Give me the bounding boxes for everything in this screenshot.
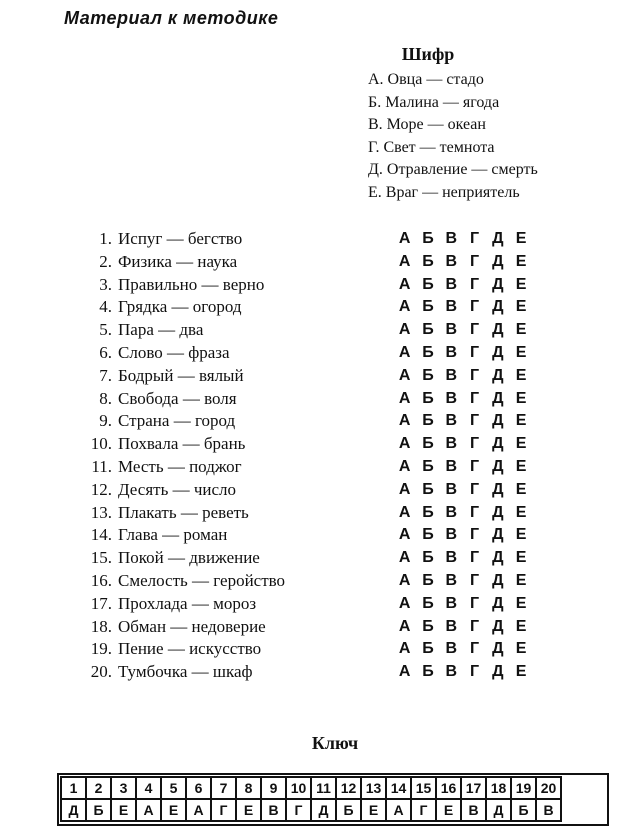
answer-option[interactable]: Б [422, 275, 434, 293]
answer-option[interactable]: В [445, 389, 458, 407]
cipher-line: Б. Малина — ягода [368, 93, 500, 111]
answer-option[interactable]: А [398, 435, 411, 453]
answer-option[interactable]: Б [422, 526, 434, 544]
answer-option[interactable]: Г [470, 503, 480, 521]
item-number: 8. [99, 388, 112, 408]
answer-options [393, 524, 533, 547]
key-number-cell: 13 [361, 777, 386, 799]
word-pair: Похвала — брань [118, 434, 246, 454]
list-item [86, 456, 566, 479]
item-number: 3. [99, 274, 112, 294]
answer-option[interactable]: Б [422, 252, 434, 270]
answer-option[interactable]: Д [492, 617, 504, 635]
answer-option[interactable]: Б [422, 640, 434, 658]
item-number: 1. [99, 229, 112, 248]
cipher-list [368, 69, 538, 205]
item-number: 9. [99, 411, 112, 431]
list-item [86, 319, 566, 342]
key-table [60, 776, 562, 822]
word-pair: Физика — наука [118, 251, 238, 271]
answer-option[interactable]: А [398, 594, 411, 612]
answer-option[interactable]: Д [492, 343, 504, 361]
word-pair: Грядка — огород [118, 297, 242, 317]
answer-option[interactable]: В [445, 321, 458, 339]
answer-option[interactable]: Г [470, 526, 480, 544]
answer-option[interactable]: Б [422, 594, 434, 612]
key-number-cell: 17 [461, 777, 486, 799]
answer-options [393, 342, 533, 365]
list-item [86, 251, 566, 274]
answer-option[interactable]: В [445, 594, 458, 612]
key-answer-cell: В [461, 799, 486, 821]
answer-option[interactable]: Е [515, 663, 527, 681]
key-number-cell: 10 [286, 777, 311, 799]
answer-options [393, 547, 533, 570]
answer-option[interactable]: Г [470, 389, 480, 407]
word-pair: Прохлада — мороз [118, 593, 257, 613]
list-item [86, 524, 566, 547]
answer-option[interactable]: А [398, 571, 411, 589]
answer-option[interactable]: Е [515, 412, 527, 430]
list-item [86, 296, 566, 319]
key-answer-cell: Г [211, 799, 236, 821]
list-item [86, 593, 566, 616]
answer-option[interactable]: Г [470, 275, 480, 293]
answer-option[interactable]: В [445, 617, 458, 635]
answer-option[interactable]: Б [422, 343, 434, 361]
answer-options [393, 228, 533, 251]
answer-option[interactable]: Д [492, 389, 504, 407]
answer-option[interactable]: В [445, 298, 458, 316]
list-item [86, 616, 566, 639]
cipher-line: Е. Враг — неприятель [368, 183, 520, 201]
answer-option[interactable]: А [398, 366, 411, 384]
key-answer-cell: Е [161, 799, 186, 821]
answer-option[interactable]: Г [470, 617, 480, 635]
answer-option[interactable]: А [398, 503, 411, 521]
answer-option[interactable]: Е [515, 321, 527, 339]
list-item [86, 410, 566, 433]
answer-option[interactable]: Г [470, 298, 480, 316]
answer-option[interactable]: Д [492, 663, 504, 681]
key-number-cell: 4 [136, 777, 161, 799]
answer-option[interactable]: Г [470, 435, 480, 453]
list-item [86, 570, 566, 593]
key-answer-cell: Д [311, 799, 336, 821]
key-number-cell: 6 [186, 777, 211, 799]
answer-options [393, 502, 533, 525]
answer-option[interactable]: Г [470, 663, 480, 681]
answer-option[interactable]: Д [492, 412, 504, 430]
word-pair: Пара — два [118, 320, 204, 340]
answer-option[interactable]: В [445, 503, 458, 521]
answer-option[interactable]: Б [422, 503, 434, 521]
answer-option[interactable]: А [398, 480, 411, 498]
answer-option[interactable]: Б [422, 298, 434, 316]
answer-option[interactable]: Д [492, 298, 504, 316]
key-number-cell: 3 [111, 777, 136, 799]
key-answer-cell: В [536, 799, 561, 821]
answer-option[interactable]: Е [515, 549, 527, 567]
answer-option[interactable]: Е [515, 343, 527, 361]
list-item [86, 342, 566, 365]
word-pair: Бодрый — вялый [118, 365, 244, 385]
answer-options [393, 296, 533, 319]
item-number: 10. [90, 434, 112, 454]
page-header: Материал к методике [64, 8, 279, 28]
answer-option[interactable]: Д [492, 321, 504, 339]
answer-option[interactable]: Г [470, 594, 480, 612]
key-number-cell: 19 [511, 777, 536, 799]
answer-option[interactable]: Д [492, 571, 504, 589]
answer-options [393, 479, 533, 502]
answer-option[interactable]: А [398, 412, 411, 430]
word-pair: Испуг — бегство [118, 229, 243, 248]
answer-option[interactable]: Е [515, 435, 527, 453]
key-number-cell: 8 [236, 777, 261, 799]
key-answer-row [61, 799, 561, 821]
answer-options [393, 319, 533, 342]
answer-option[interactable]: Е [515, 389, 527, 407]
answer-option[interactable]: Д [492, 549, 504, 567]
list-item [86, 433, 566, 456]
answer-option[interactable]: Б [422, 435, 434, 453]
answer-option[interactable]: В [445, 435, 458, 453]
list-item [86, 228, 566, 251]
cipher-title: Шифр [401, 44, 455, 64]
answer-option[interactable]: Г [470, 640, 480, 658]
answer-option[interactable]: Д [492, 252, 504, 270]
answer-option[interactable]: В [445, 549, 458, 567]
word-pair: Смелость — геройство [118, 570, 286, 590]
word-pair: Плакать — реветь [118, 502, 249, 522]
answer-option[interactable]: А [398, 389, 411, 407]
list-item [86, 638, 566, 661]
key-number-cell: 1 [61, 777, 86, 799]
answer-option[interactable]: В [445, 230, 458, 247]
list-item [86, 365, 566, 388]
answer-option[interactable]: В [445, 366, 458, 384]
key-number-cell: 9 [261, 777, 286, 799]
answer-option[interactable]: Г [470, 230, 480, 247]
answer-option[interactable]: Д [492, 594, 504, 612]
word-pair: Покой — движение [118, 548, 260, 568]
answer-option[interactable]: Е [515, 252, 527, 270]
answer-option[interactable]: Е [515, 571, 527, 589]
item-number: 15. [90, 548, 112, 568]
key-answer-cell: Г [286, 799, 311, 821]
answer-option[interactable]: Г [470, 252, 480, 270]
key-answer-cell: Г [411, 799, 436, 821]
key-number-cell: 14 [386, 777, 411, 799]
answer-options [393, 251, 533, 274]
answer-option[interactable]: Е [515, 366, 527, 384]
key-number-cell: 5 [161, 777, 186, 799]
answer-option[interactable]: Д [492, 640, 504, 658]
answer-options [393, 388, 533, 411]
answer-option[interactable]: Б [422, 230, 434, 247]
answer-options [393, 410, 533, 433]
answer-options [393, 661, 533, 684]
key-title: Ключ [311, 733, 359, 753]
item-number: 17. [90, 593, 112, 613]
answer-option[interactable]: Е [515, 526, 527, 544]
answer-options [393, 365, 533, 388]
answer-option[interactable]: Б [422, 412, 434, 430]
answer-option[interactable]: Е [515, 457, 527, 475]
answer-option[interactable]: В [445, 571, 458, 589]
answer-option[interactable]: Д [492, 230, 504, 247]
word-pair: Десять — число [118, 479, 236, 499]
answer-options [393, 616, 533, 639]
answer-options [393, 570, 533, 593]
key-answer-cell: А [386, 799, 411, 821]
answer-option[interactable]: В [445, 457, 458, 475]
key-number-cell: 15 [411, 777, 436, 799]
item-number: 13. [90, 502, 112, 522]
key-answer-cell: Б [336, 799, 361, 821]
answer-option[interactable]: Б [422, 549, 434, 567]
item-number: 11. [91, 456, 112, 476]
item-number: 19. [90, 639, 112, 659]
cipher-line: Д. Отравление — смерть [368, 161, 538, 179]
cipher-block [368, 44, 538, 205]
word-pair: Страна — город [118, 411, 236, 431]
answer-option[interactable]: В [445, 640, 458, 658]
list-item [86, 479, 566, 502]
answer-options [393, 274, 533, 297]
key-answer-cell: Б [511, 799, 536, 821]
word-pair: Глава — роман [118, 525, 228, 545]
answer-option[interactable]: В [445, 412, 458, 430]
list-item [86, 502, 566, 525]
cipher-line: Г. Свет — темнота [368, 138, 495, 156]
answer-option[interactable]: В [445, 343, 458, 361]
word-pair: Свобода — воля [118, 388, 237, 408]
answer-option[interactable]: Е [515, 503, 527, 521]
answer-option[interactable]: А [398, 663, 411, 681]
answer-option[interactable]: В [445, 480, 458, 498]
answer-option[interactable]: Г [470, 366, 480, 384]
answer-option[interactable]: В [445, 526, 458, 544]
key-number-cell: 16 [436, 777, 461, 799]
item-number: 5. [99, 320, 112, 340]
answer-option[interactable]: А [398, 549, 411, 567]
answer-option[interactable]: Д [492, 480, 504, 498]
answer-option[interactable]: Е [515, 298, 527, 316]
answer-option[interactable]: А [398, 617, 411, 635]
word-pair: Тумбочка — шкаф [118, 662, 253, 682]
key-number-cell: 20 [536, 777, 561, 799]
key-answer-cell: А [136, 799, 161, 821]
answer-option[interactable]: В [445, 252, 458, 270]
answer-option[interactable]: Г [470, 412, 480, 430]
answer-option[interactable]: В [445, 275, 458, 293]
key-answer-cell: Б [86, 799, 111, 821]
answer-options [393, 638, 533, 661]
answer-option[interactable]: Б [422, 457, 434, 475]
key-answer-cell: Д [486, 799, 511, 821]
key-number-cell: 12 [336, 777, 361, 799]
answer-option[interactable]: Г [470, 480, 480, 498]
answer-option[interactable]: А [398, 526, 411, 544]
answer-option[interactable]: Б [422, 389, 434, 407]
item-number: 4. [99, 297, 112, 317]
answer-option[interactable]: А [398, 275, 411, 293]
answer-option[interactable]: Е [515, 640, 527, 658]
answer-option[interactable]: А [398, 230, 411, 247]
answer-option[interactable]: А [398, 298, 411, 316]
answer-option[interactable]: Д [492, 435, 504, 453]
key-answer-cell: Д [61, 799, 86, 821]
answer-option[interactable]: Г [470, 549, 480, 567]
answer-option[interactable]: Д [492, 457, 504, 475]
answer-option[interactable]: Е [515, 617, 527, 635]
answer-options [393, 456, 533, 479]
cipher-line: А. Овца — стадо [368, 71, 484, 88]
answer-option[interactable]: Б [422, 480, 434, 498]
answer-options [393, 593, 533, 616]
key-answer-cell: Е [111, 799, 136, 821]
key-answer-cell: Е [236, 799, 261, 821]
answer-option[interactable]: Е [515, 480, 527, 498]
answer-option[interactable]: Б [422, 321, 434, 339]
answer-option[interactable]: В [445, 663, 458, 681]
answer-option[interactable]: Б [422, 366, 434, 384]
item-number: 6. [99, 342, 112, 362]
word-pair: Правильно — верно [118, 274, 265, 294]
key-number-row [61, 777, 561, 799]
cipher-line: В. Море — океан [368, 116, 486, 134]
item-number: 12. [90, 479, 112, 499]
item-number: 16. [90, 570, 112, 590]
key-number-cell: 11 [311, 777, 336, 799]
answer-option[interactable]: Д [492, 366, 504, 384]
list-item [86, 547, 566, 570]
item-number: 7. [99, 365, 112, 385]
answer-option[interactable]: Е [515, 275, 527, 293]
word-pair: Обман — недоверие [118, 616, 266, 636]
answer-option[interactable]: А [398, 457, 411, 475]
word-pair: Слово — фраза [118, 342, 230, 362]
answer-option[interactable]: Д [492, 503, 504, 521]
answer-option[interactable]: Д [492, 275, 504, 293]
answer-option[interactable]: А [398, 640, 411, 658]
answer-option[interactable]: Д [492, 526, 504, 544]
key-answer-cell: Е [436, 799, 461, 821]
item-number: 18. [90, 616, 112, 636]
item-number: 20. [90, 662, 112, 682]
key-answer-cell: Е [361, 799, 386, 821]
word-pair: Месть — поджог [118, 456, 242, 476]
key-answer-cell: В [261, 799, 286, 821]
answer-option[interactable]: Г [470, 457, 480, 475]
list-item [86, 661, 566, 684]
answer-option[interactable]: А [398, 321, 411, 339]
answer-option[interactable]: Б [422, 663, 434, 681]
word-pair-list [86, 228, 566, 684]
key-number-cell: 7 [211, 777, 236, 799]
word-pair: Пение — искусство [118, 639, 262, 659]
item-number: 2. [99, 251, 112, 271]
key-number-cell: 2 [86, 777, 111, 799]
answer-options [393, 433, 533, 456]
key-number-cell: 18 [486, 777, 511, 799]
answer-option[interactable]: Б [422, 617, 434, 635]
answer-option[interactable]: А [398, 343, 411, 361]
list-item [86, 274, 566, 297]
list-item [86, 388, 566, 411]
answer-option[interactable]: Е [515, 230, 527, 247]
item-number: 14. [90, 525, 112, 545]
answer-option[interactable]: Е [515, 594, 527, 612]
answer-option[interactable]: Г [470, 343, 480, 361]
answer-option[interactable]: Б [422, 571, 434, 589]
key-answer-cell: А [186, 799, 211, 821]
answer-option[interactable]: Г [470, 571, 480, 589]
answer-option[interactable]: Г [470, 321, 480, 339]
answer-option[interactable]: А [398, 252, 411, 270]
